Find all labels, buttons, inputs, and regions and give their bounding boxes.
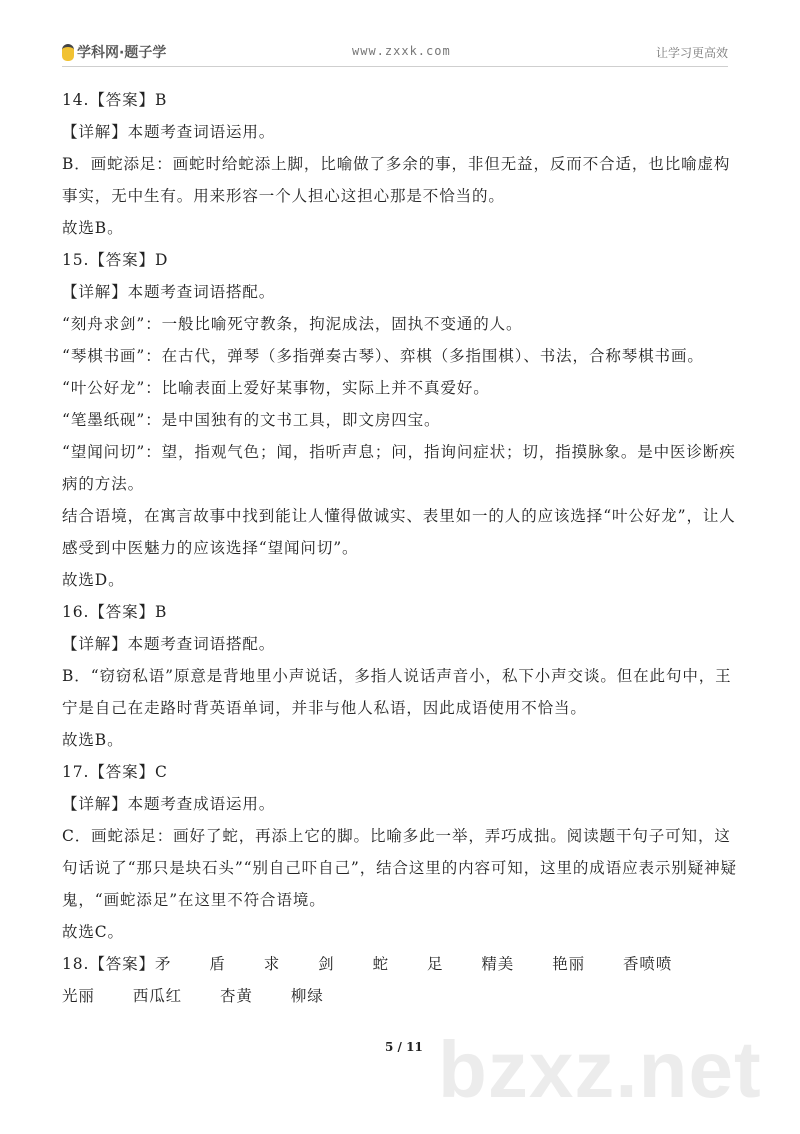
document-body — [62, 86, 762, 1014]
header-url: www.zxxk.com — [352, 44, 451, 58]
answer-word: 精美 — [481, 955, 515, 973]
answer-word: 求 — [263, 955, 281, 973]
page-header — [62, 40, 728, 67]
text-line: “琴棋书画”：在古代，弹琴（多指弹奏古琴）、弈棋（多指围棋）、书法，合称琴棋书画。 — [62, 347, 704, 365]
logo — [62, 42, 166, 62]
text-line: 故选C。 — [62, 923, 124, 941]
text-line: B．画蛇添足：画蛇时给蛇添上脚，比喻做了多余的事，非但无益，反而不合适，也比喻虚构 — [62, 155, 731, 173]
text-line: 【详解】本题考查词语搭配。 — [62, 283, 276, 301]
text-line: 病的方法。 — [62, 475, 145, 493]
answer-word: 光丽 — [62, 987, 95, 1005]
answer-word: 西瓜红 — [132, 987, 183, 1005]
answer-word: 剑 — [318, 955, 335, 973]
logo-icon — [62, 44, 74, 61]
text-line: 结合语境，在寓言故事中找到能让人懂得做诚实、表里如一的人的应该选择“叶公好龙”，让人 — [62, 507, 736, 525]
text-line: 感受到中医魅力的应该选择“望闻问切”。 — [62, 539, 359, 557]
text-line: 故选B。 — [62, 731, 124, 749]
header-slogan: 让学习更高效 — [655, 46, 728, 60]
text-line: 宁是自己在走路时背英语单词，并非与他人私语，因此成语使用不恰当。 — [62, 699, 587, 717]
text-line: “叶公好龙”：比喻表面上爱好某事物，实际上并不真爱好。 — [62, 379, 490, 397]
page-number: 5 / 11 — [385, 1040, 423, 1054]
text-line: 15.【答案】D — [62, 251, 169, 269]
text-line: 14.【答案】B — [62, 91, 168, 109]
watermark: bzxz.net — [438, 1025, 762, 1114]
answer-word: 足 — [426, 955, 444, 973]
answer-word: 杏黄 — [220, 987, 253, 1005]
text-line: B．“窃窃私语”原意是背地里小声说话，多指人说话声音小，私下小声交谈。但在此句中，王 — [62, 667, 732, 685]
text-line: “笔墨纸砚”：是中国独有的文书工具，即文房四宝。 — [62, 411, 441, 429]
logo-text: 学科网·题子学 — [77, 45, 167, 61]
text-line: 故选B。 — [62, 219, 124, 237]
answer-18-row2 — [62, 982, 762, 1014]
text-line: 鬼，“画蛇添足”在这里不符合语境。 — [62, 891, 326, 909]
text-line: “刻舟求剑”：一般比喻死守教条，拘泥成法，固执不变通的人。 — [62, 315, 523, 333]
text-line: 故选D。 — [62, 571, 125, 589]
text-line: 句话说了“那只是块石头”“别自己吓自己”，结合这里的内容可知，这里的成语应表示别疑神疑 — [62, 859, 737, 877]
text-line: 16.【答案】B — [62, 603, 168, 621]
text-line: “望闻问切”：望，指观气色；闻，指听声息；问，指询问症状；切，指摸脉象。是中医诊断疾 — [62, 443, 736, 461]
text-line: 【详解】本题考查词语搭配。 — [62, 635, 276, 653]
answer-word: 盾 — [209, 955, 226, 973]
answer-word: 蛇 — [372, 955, 389, 973]
answer-word: 柳绿 — [290, 987, 324, 1005]
text-line: 17.【答案】C — [62, 763, 168, 781]
answer-word: 香喷喷 — [623, 955, 673, 973]
answer-18-row1 — [62, 950, 762, 982]
answer-word: 矛 — [154, 955, 172, 973]
answer-word: 艳丽 — [552, 955, 586, 973]
text-line: C．画蛇添足：画好了蛇，再添上它的脚。比喻多此一举，弄巧成拙。阅读题干句子可知，这 — [62, 827, 731, 845]
text-line: 【详解】本题考查词语运用。 — [62, 123, 276, 141]
text-line: 【详解】本题考查成语运用。 — [62, 795, 276, 813]
answer-18-prefix: 18.【答案】 — [62, 955, 155, 973]
text-line: 事实，无中生有。用来形容一个人担心这担心那是不恰当的。 — [62, 187, 505, 205]
